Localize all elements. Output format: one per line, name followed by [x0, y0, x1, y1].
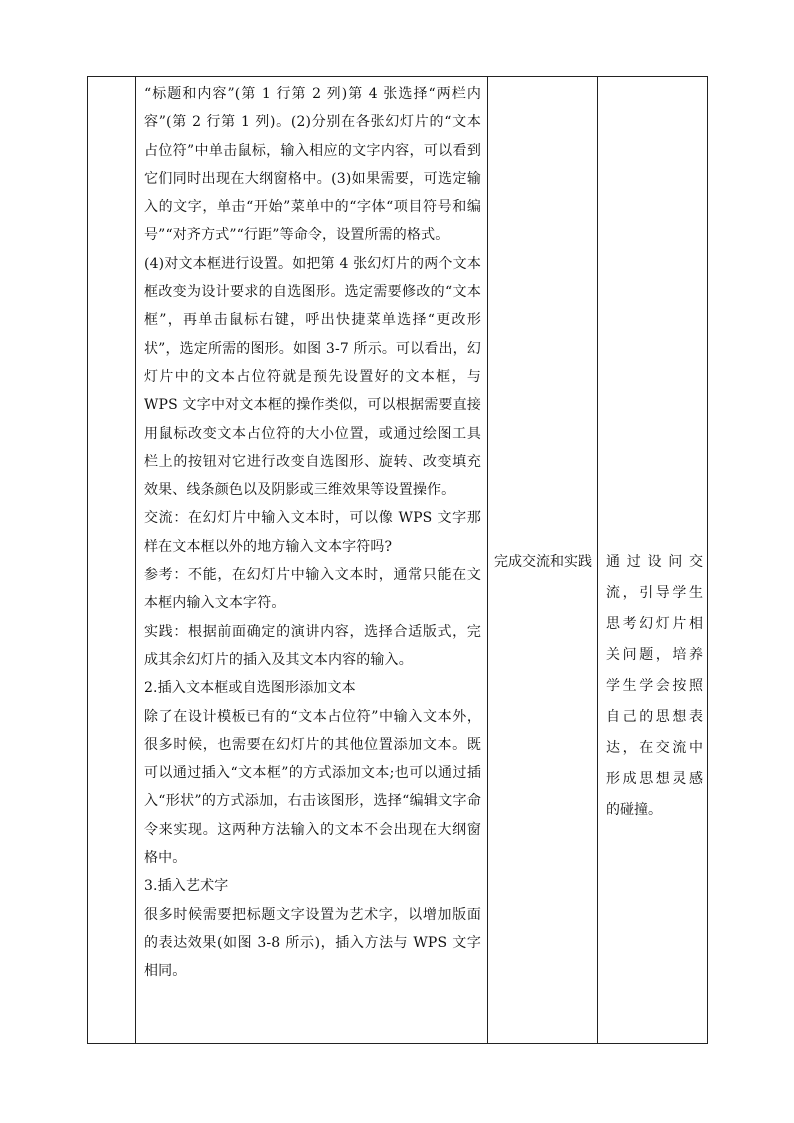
- lesson-plan-table: [87, 76, 708, 1044]
- content-paragraph: (4)对文本框进行设置。如把第 4 张幻灯片的两个文本框改变为设计要求的自选图形。选定需要修改的“文本框”，再单击鼠标右键，呼出快捷菜单选择“更改形状”，选定所需的图形。如图 3-7 所示。可以看出，幻灯片中的文本占位符就是预先设置好的文本框，与 WPS 文字中对文本框的操作类似，可以根据需要直接用鼠标改变文本占位符的大小位置，或通过绘图工具栏上的按钮对它进行改变自选图形、旋转、改变填充效果、线条颜色以及阴影或三维效果等设置操作。: [144, 255, 481, 499]
- stage-cell: [88, 77, 136, 1044]
- content-paragraph: 除了在设计模板已有的“文本占位符”中输入文本外，很多时候，也需要在幻灯片的其他位置添加文本。既可以通过插入“文本框”的方式添加文本;也可以通过插入“形状”的方式添加，右击该图形，选择“编辑文字命令来实现。这两种方法输入的文本不会出现在大纲窗格中。: [144, 708, 481, 867]
- section-heading: 2.插入文本框或自选图形添加文本: [144, 680, 356, 697]
- table-row: [88, 77, 708, 1044]
- content-paragraph: 很多时候需要把标题文字设置为艺术字，以增加版面的表达效果(如图 3-8 所示)，插入方法与 WPS 文字相同。: [144, 906, 481, 980]
- section-heading: 3.插入艺术字: [144, 878, 229, 895]
- student-activity-cell: [488, 77, 598, 1044]
- design-intent-text: 通过设问交流，引导学生思考幻灯片相关问题，培养学生学会按照自己的思想表达，在交流中形成思想灵感的碰撞。: [606, 554, 703, 818]
- content-paragraph: 实践：根据前面确定的演讲内容，选择合适版式，完成其余幻灯片的插入及其文本内容的输入。: [144, 623, 481, 668]
- design-intent-cell: [598, 77, 708, 1044]
- content-paragraph: “标题和内容”(第 1 行第 2 列)第 4 张选择“两栏内容”(第 2 行第 1 列)。(2)分别在各张幻灯片的“文本占位符”中单击鼠标，输入相应的文字内容，可以看到它们同时出现在大纲窗格中。(3)如果需要，可选定输入的文字，单击“开始”菜单中的“字体“项目符号和编号”“对齐方式”“行距”等命令，设置所需的格式。: [144, 86, 481, 244]
- teaching-content-cell: [136, 77, 488, 1044]
- content-paragraph: 参考：不能，在幻灯片中输入文本时，通常只能在文本框内输入文本字符。: [144, 567, 481, 612]
- content-paragraph: 交流：在幻灯片中输入文本时，可以像 WPS 文字那样在文本框以外的地方输入文本字符吗?: [144, 510, 481, 555]
- student-activity-text: 完成交流和实践: [494, 554, 592, 570]
